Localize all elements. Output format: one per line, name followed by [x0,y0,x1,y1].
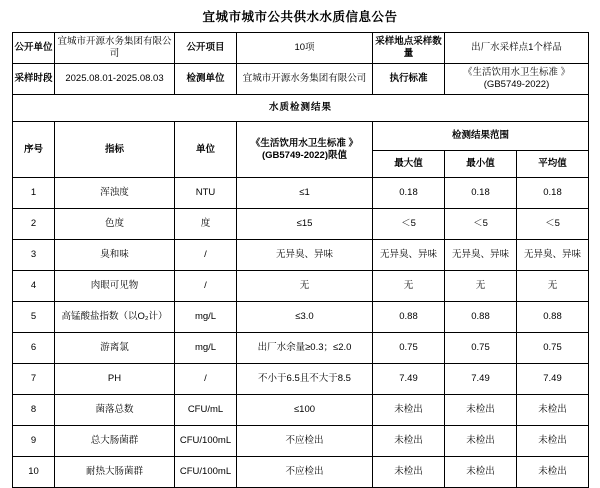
table-row [13,240,589,271]
column-header-no: 序号 [13,122,55,178]
table-row [13,271,589,302]
cell-max: 未检出 [373,426,445,457]
label-testing-org: 检测单位 [175,64,237,95]
table-row [13,302,589,333]
cell-no: 5 [13,302,55,333]
label-sampling-period: 采样时段 [13,64,55,95]
cell-min: 未检出 [445,395,517,426]
cell-limit: 无 [237,271,373,302]
cell-unit: CFU/100mL [175,457,237,488]
cell-max: 0.75 [373,333,445,364]
cell-max: 7.49 [373,364,445,395]
standard-name: 《生活饮用水卫生标准 》 [462,67,571,79]
cell-min: 无 [445,271,517,302]
cell-avg: ＜5 [517,209,589,240]
cell-unit: mg/L [175,302,237,333]
cell-indicator: 菌落总数 [55,395,175,426]
table-row [13,333,589,364]
table-row [13,364,589,395]
column-header-limit-line2: (GB5749-2022)限值 [261,149,347,161]
cell-limit: 无异臭、异味 [237,240,373,271]
cell-avg: 未检出 [517,457,589,488]
info-row-2 [13,64,589,95]
cell-no: 3 [13,240,55,271]
value-testing-org: 宜城市开源水务集团有限公司 [237,64,373,95]
cell-min: 0.18 [445,178,517,209]
cell-min: 无异臭、异味 [445,240,517,271]
section-title: 水质检测结果 [13,95,589,122]
cell-avg: 0.75 [517,333,589,364]
cell-unit: CFU/100mL [175,426,237,457]
cell-limit: ≤15 [237,209,373,240]
label-execution-standard: 执行标准 [373,64,445,95]
cell-max: 未检出 [373,457,445,488]
cell-max: 无 [373,271,445,302]
label-sample-count [373,33,445,64]
cell-no: 10 [13,457,55,488]
cell-no: 1 [13,178,55,209]
cell-no: 8 [13,395,55,426]
cell-avg: 7.49 [517,364,589,395]
cell-limit: ≤3.0 [237,302,373,333]
value-execution-standard [445,64,589,95]
value-public-unit: 宜城市开源水务集团有限公司 [55,33,175,64]
cell-unit: / [175,364,237,395]
column-header-unit: 单位 [175,122,237,178]
column-header-result-range: 检测结果范围 [373,122,589,151]
cell-max: 未检出 [373,395,445,426]
cell-limit: ≤100 [237,395,373,426]
cell-limit: 不应检出 [237,426,373,457]
cell-avg: 0.88 [517,302,589,333]
cell-avg: 未检出 [517,395,589,426]
cell-avg: 无异臭、异味 [517,240,589,271]
table-row [13,209,589,240]
cell-max: 无异臭、异味 [373,240,445,271]
cell-indicator: 游离氯 [55,333,175,364]
label-public-project: 公开项目 [175,33,237,64]
cell-avg: 未检出 [517,426,589,457]
cell-limit: 不应检出 [237,457,373,488]
cell-indicator: 臭和味 [55,240,175,271]
cell-unit: CFU/mL [175,395,237,426]
column-header-indicator: 指标 [55,122,175,178]
cell-max: 0.18 [373,178,445,209]
cell-min: 未检出 [445,457,517,488]
cell-no: 6 [13,333,55,364]
table-row [13,426,589,457]
column-header-max: 最大值 [373,151,445,178]
value-sampling-period: 2025.08.01-2025.08.03 [55,64,175,95]
standard-code: (GB5749-2022) [483,79,550,90]
label-public-unit: 公开单位 [13,33,55,64]
table-row [13,457,589,488]
cell-min: 7.49 [445,364,517,395]
cell-no: 2 [13,209,55,240]
cell-unit: mg/L [175,333,237,364]
value-sample-count: 出厂水采样点1个样品 [445,33,589,64]
cell-limit: 不小于6.5且不大于8.5 [237,364,373,395]
cell-avg: 0.18 [517,178,589,209]
cell-avg: 无 [517,271,589,302]
label-sample-count-text: 采样地点采样数量 [375,36,442,59]
cell-indicator: PH [55,364,175,395]
column-header-limit [237,122,373,178]
cell-max: ＜5 [373,209,445,240]
cell-indicator: 肉眼可见物 [55,271,175,302]
cell-indicator: 总大肠菌群 [55,426,175,457]
table-row [13,395,589,426]
cell-indicator: 浑浊度 [55,178,175,209]
table-header-row-1 [13,122,589,151]
cell-min: 0.88 [445,302,517,333]
cell-unit: / [175,271,237,302]
cell-no: 9 [13,426,55,457]
cell-unit: 度 [175,209,237,240]
cell-no: 4 [13,271,55,302]
cell-unit: NTU [175,178,237,209]
value-public-project: 10项 [237,33,373,64]
cell-max: 0.88 [373,302,445,333]
cell-min: ＜5 [445,209,517,240]
section-title-row [13,95,589,122]
info-row-1 [13,33,589,64]
cell-no: 7 [13,364,55,395]
cell-limit: ≤1 [237,178,373,209]
water-quality-report-table [12,32,589,488]
column-header-limit-line1: 《生活饮用水卫生标准 》 [250,137,359,149]
cell-indicator: 色度 [55,209,175,240]
column-header-avg: 平均值 [517,151,589,178]
cell-unit: / [175,240,237,271]
page-title: 宜城市城市公共供水水质信息公告 [202,10,398,24]
cell-min: 未检出 [445,426,517,457]
cell-min: 0.75 [445,333,517,364]
table-row [13,178,589,209]
column-header-min: 最小值 [445,151,517,178]
cell-indicator: 高锰酸盐指数（以O₂计） [55,302,175,333]
cell-limit: 出厂水余量≥0.3；≤2.0 [237,333,373,364]
cell-indicator: 耐热大肠菌群 [55,457,175,488]
